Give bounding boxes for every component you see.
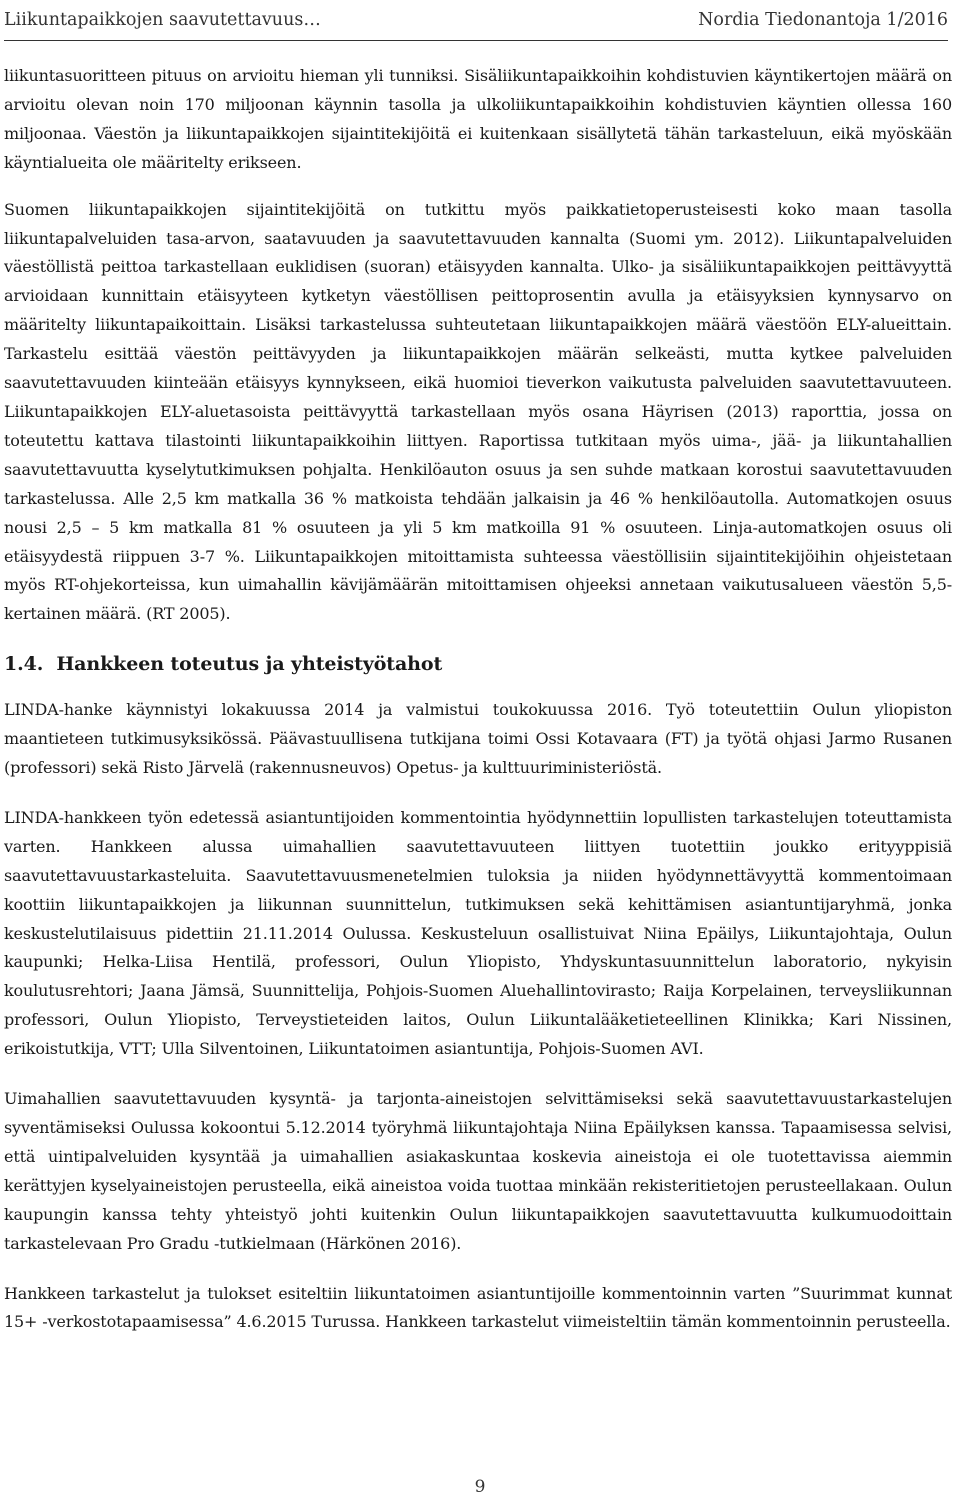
page-number: 9 bbox=[474, 1477, 486, 1497]
body-paragraph: liikuntasuoritteen pituus on arvioitu hieman yli tunniksi. Sisäliikuntapaikkoihin kohdistuvien käyntikertojen määrä on arvioitu olevan noin 170 miljoonan käynnin tasolla ja ulkoliikuntapaikkoihin kohdistuvien käyntien ollessa 160 miljoonaa. Väestön ja liikuntapaikkojen sijaintitekijöitä ei kuitenkaan sisällytetä tähän tarkasteluun, eikä myöskään käyntialueita ole määritelty erikseen. bbox=[4, 66, 952, 172]
section-paragraph: LINDA-hanke käynnistyi lokakuussa 2014 ja valmistui toukokuussa 2016. Työ toteutettiin Oulun yliopiston maantieteen tutkimusyksikössä. Päävastuullisena tutkijana toimi Ossi Kotavaara (FT) ja työtä ohjasi Jarmo Rusanen (professori) sekä Risto Järvelä (rakennusneuvos) Opetus- ja kulttuuriministeriöstä. bbox=[4, 700, 952, 778]
section-title: Hankkeen toteutus ja yhteistyötahot bbox=[56, 653, 443, 676]
section-number: 1.4. bbox=[4, 653, 44, 676]
section-heading bbox=[4, 650, 952, 678]
page-header bbox=[4, 0, 948, 41]
body-paragraph: Suomen liikuntapaikkojen sijaintitekijöitä on tutkittu myös paikkatietoperusteisesti koko maan tasolla liikuntapalveluiden tasa-arvon, saatavuuden ja saavutettavuuden kannalta (Suomi ym. 2012). Liikuntapalveluiden väestöllistä peittoa tarkastellaan euklidisen (suoran) etäisyyden kannalta. Ulko- ja sisäliikuntapaikkojen peittävyyttä arvioidaan kunnittain etäisyyteen kytketyn väestöllisen peittoprosentin avulla ja etäisyyksien kynnysarvo on määritelty liikuntapaikoittain. Lisäksi tarkastelussa suhteutetaan liikuntapaikkojen määrä väestöön ELY-alueittain. Tarkastelu esittää väestön peittävyyden ja liikuntapaikkojen määrän selkeästi, mutta kytkee palveluiden saavutettavuuden kiinteään etäisyys kynnykseen, eikä huomioi tieverkon vaikutusta palveluiden saavutettavuuteen. Liikuntapaikkojen ELY-aluetasoista peittävyyttä tarkastellaan myös osana Häyrisen (2013) raporttia, jossa on toteutettu kattava tilastointi liikuntapaikkoihin liittyen. Raportissa tutkitaan myös uima-, jää- ja liikuntahallien saavutettavuutta kyselytutkimuksen pohjalta. Henkilöauton osuus ja sen suhde matkaan korostui saavutettavuuden tarkastelussa. Alle 2,5 km matkalla 36 % matkoista tehdään jalkaisin ja 46 % henkilöautolla. Automatkojen osuus nousi 2,5 – 5 km matkalla 81 % osuuteen ja yli 5 km matkoilla 91 % osuuteen. Linja-automatkojen osuus oli etäisyydestä riippuen 3-7 %. Liikuntapaikkojen mitoittamista suhteessa väestöllisiin sijaintitekijöihin ohjeistetaan myös RT-ohjekorteissa, kun uimahallin kävijämäärän mitoittamisen ohjeeksi annetaan vaikutusalueen väestön 5,5-kertainen määrä. (RT 2005). bbox=[4, 199, 952, 624]
page-body bbox=[4, 62, 952, 1358]
section-paragraph: Hankkeen tarkastelut ja tulokset esiteltiin liikuntatoimen asiantuntijoille kommentoinnin varten ”Suurimmat kunnat 15+ -verkostotapaamisessa” 4.6.2015 Turussa. Hankkeen tarkastelut viimeisteltiin tämän kommentoinnin perusteella. bbox=[4, 1283, 952, 1332]
header-title: Liikuntapaikkojen saavutettavuus… bbox=[4, 10, 321, 30]
header-publication: Nordia Tiedonantoja 1/2016 bbox=[698, 10, 948, 30]
section-paragraph: Uimahallien saavutettavuuden kysyntä- ja tarjonta-aineistojen selvittämiseksi sekä saavutettavuustarkastelujen syventämiseksi Oulussa kokoontui 5.12.2014 työryhmä liikuntajohtaja Niina Epäilyksen kanssa. Tapaamisessa selvisi, että uintipalveluiden kysyntää ja uimahallien asiakaskuntaa koskevia aineistoja ei ole tuotettavissa aiemmin kerättyjen kyselyaineistojen perusteella, eikä aineistoa voida tuottaa minkään rekisteritietojen perusteellakaan. Oulun kaupungin kanssa tehty yhteistyö johti kuitenkin Oulun liikuntapaikkojen saavutettavuutta kulkumuodoittain tarkastelevaan Pro Gradu -tutkielmaan (Härkönen 2016). bbox=[4, 1089, 952, 1253]
section-paragraph: LINDA-hankkeen työn edetessä asiantuntijoiden kommentointia hyödynnettiin lopullisten tarkastelujen toteuttamista varten. Hankkeen alussa uimahallien saavutettavuuteen liittyen tuotettiin joukko erityyppisiä saavutettavuustarkasteluita. Saavutettavuusmenetelmien tuloksia ja niiden hyödynnettävyyttä kommentoimaan koottiin liikuntapaikkojen ja liikunnan suunnittelun, tutkimuksen sekä kehittämisen asiantuntijaryhmä, jonka keskustelutilaisuus pidettiin 21.11.2014 Oulussa. Keskusteluun osallistuivat Niina Epäilys, Liikuntajohtaja, Oulun kaupunki; Helka-Liisa Hentilä, professori, Oulun Yliopisto, Yhdyskuntasuunnittelun laboratorio, nykyisin koulutusrehtori; Jaana Jämsä, Suunnittelija, Pohjois-Suomen Aluehallintovirasto; Raija Korpelainen, terveysliikunnan professori, Oulun Yliopisto, Terveystieteiden laitos, Oulun Liikuntalääketieteellinen Klinikka; Kari Nissinen, erikoistutkija, VTT; Ulla Silventoinen, Liikuntatoimen asiantuntija, Pohjois-Suomen AVI. bbox=[4, 807, 952, 1059]
